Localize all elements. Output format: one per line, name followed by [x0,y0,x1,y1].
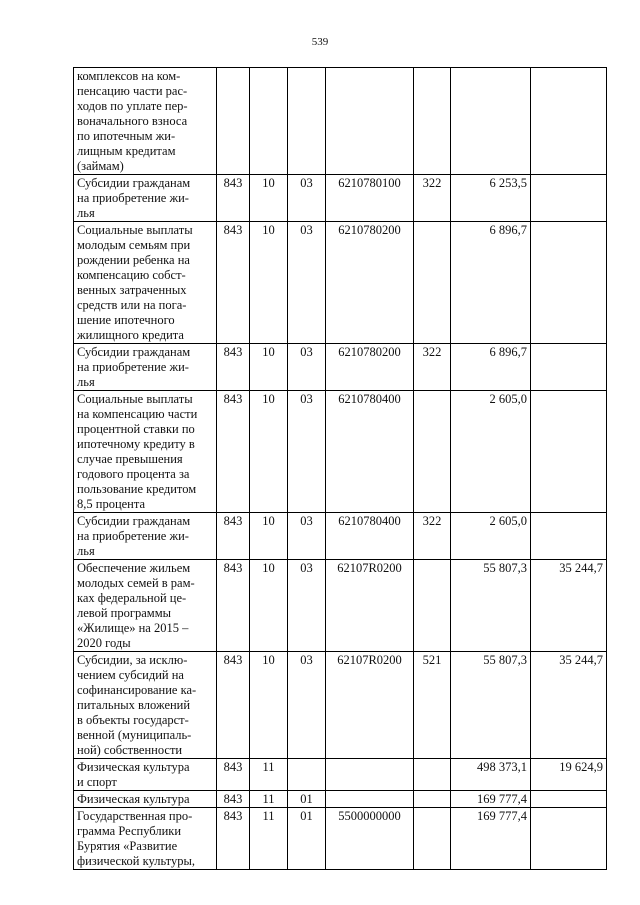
cell-target: 6210780400 [326,391,414,513]
cell-name: Субсидии, за исклю- чением субсидий на софинансирование ка- питальных вложений в объекты государст- венной (муниципаль- ной) собственности [74,652,217,759]
cell-ministry: 843 [217,759,250,791]
cell-target [326,68,414,175]
cell-amount-federal [531,344,607,391]
cell-ministry: 843 [217,560,250,652]
table-row [74,560,607,652]
cell-target: 6210780200 [326,344,414,391]
cell-ministry: 843 [217,808,250,870]
table-row [74,759,607,791]
cell-subsection: 01 [288,808,326,870]
table-row [74,68,607,175]
budget-table [73,67,607,870]
cell-amount: 169 777,4 [451,791,531,808]
table-row [74,513,607,560]
cell-amount-federal [531,222,607,344]
cell-type [414,808,451,870]
cell-subsection: 03 [288,344,326,391]
cell-type: 521 [414,652,451,759]
cell-subsection: 03 [288,175,326,222]
cell-subsection [288,759,326,791]
cell-section: 11 [250,808,288,870]
cell-section: 10 [250,344,288,391]
cell-type [414,560,451,652]
cell-name: Социальные выплаты на компенсацию части процентной ставки по ипотечному кредиту в случае превышения годового процента за пользование кредитом 8,5 процента [74,391,217,513]
cell-type [414,222,451,344]
cell-amount-federal: 35 244,7 [531,560,607,652]
cell-amount: 2 605,0 [451,391,531,513]
cell-section: 10 [250,513,288,560]
cell-type: 322 [414,175,451,222]
cell-amount: 6 253,5 [451,175,531,222]
table-row [74,391,607,513]
cell-type: 322 [414,513,451,560]
table-row [74,222,607,344]
cell-ministry: 843 [217,513,250,560]
cell-ministry: 843 [217,175,250,222]
cell-amount-federal [531,68,607,175]
cell-name: Государственная про- грамма Республики Бурятия «Развитие физической культуры, [74,808,217,870]
cell-amount-federal [531,791,607,808]
cell-amount-federal [531,175,607,222]
cell-section: 10 [250,560,288,652]
table-row [74,652,607,759]
cell-amount-federal: 19 624,9 [531,759,607,791]
cell-subsection: 03 [288,560,326,652]
cell-section: 10 [250,175,288,222]
cell-section: 11 [250,759,288,791]
cell-amount-federal [531,513,607,560]
cell-ministry [217,68,250,175]
cell-section [250,68,288,175]
cell-target: 62107R0200 [326,652,414,759]
cell-subsection: 01 [288,791,326,808]
cell-subsection: 03 [288,513,326,560]
cell-amount-federal: 35 244,7 [531,652,607,759]
cell-subsection [288,68,326,175]
cell-section: 10 [250,391,288,513]
cell-ministry: 843 [217,652,250,759]
cell-target: 6210780100 [326,175,414,222]
cell-name: Физическая культура и спорт [74,759,217,791]
cell-name: Субсидии гражданам на приобретение жи- лья [74,344,217,391]
cell-target: 5500000000 [326,808,414,870]
cell-name: Субсидии гражданам на приобретение жи- лья [74,513,217,560]
cell-target [326,759,414,791]
cell-type [414,68,451,175]
cell-type [414,391,451,513]
cell-section: 11 [250,791,288,808]
cell-name: комплексов на ком- пенсацию части рас- ходов по уплате пер- воначального взноса по ипотечным жи- лищным кредитам (займам) [74,68,217,175]
cell-amount: 55 807,3 [451,560,531,652]
cell-amount: 2 605,0 [451,513,531,560]
cell-name: Обеспечение жильем молодых семей в рам- ках федеральной це- левой программы «Жилище» на 2015 – 2020 годы [74,560,217,652]
cell-subsection: 03 [288,652,326,759]
cell-name: Физическая культура [74,791,217,808]
cell-amount-federal [531,391,607,513]
cell-amount: 6 896,7 [451,344,531,391]
cell-target: 6210780200 [326,222,414,344]
cell-amount [451,68,531,175]
table-row [74,808,607,870]
cell-section: 10 [250,222,288,344]
cell-type [414,791,451,808]
cell-target [326,791,414,808]
cell-ministry: 843 [217,791,250,808]
cell-subsection: 03 [288,391,326,513]
cell-subsection: 03 [288,222,326,344]
cell-ministry: 843 [217,391,250,513]
cell-section: 10 [250,652,288,759]
cell-ministry: 843 [217,344,250,391]
cell-amount: 498 373,1 [451,759,531,791]
cell-target: 6210780400 [326,513,414,560]
table-row [74,344,607,391]
cell-name: Субсидии гражданам на приобретение жи- лья [74,175,217,222]
cell-amount: 169 777,4 [451,808,531,870]
cell-amount: 6 896,7 [451,222,531,344]
table-row [74,175,607,222]
cell-target: 62107R0200 [326,560,414,652]
cell-type: 322 [414,344,451,391]
table-row [74,791,607,808]
cell-amount-federal [531,808,607,870]
cell-ministry: 843 [217,222,250,344]
cell-name: Социальные выплаты молодым семьям при рождении ребенка на компенсацию собст- венных затраченных средств или на пога- шение ипотечного жилищного кредита [74,222,217,344]
page-number: 539 [311,36,329,48]
cell-type [414,759,451,791]
cell-amount: 55 807,3 [451,652,531,759]
